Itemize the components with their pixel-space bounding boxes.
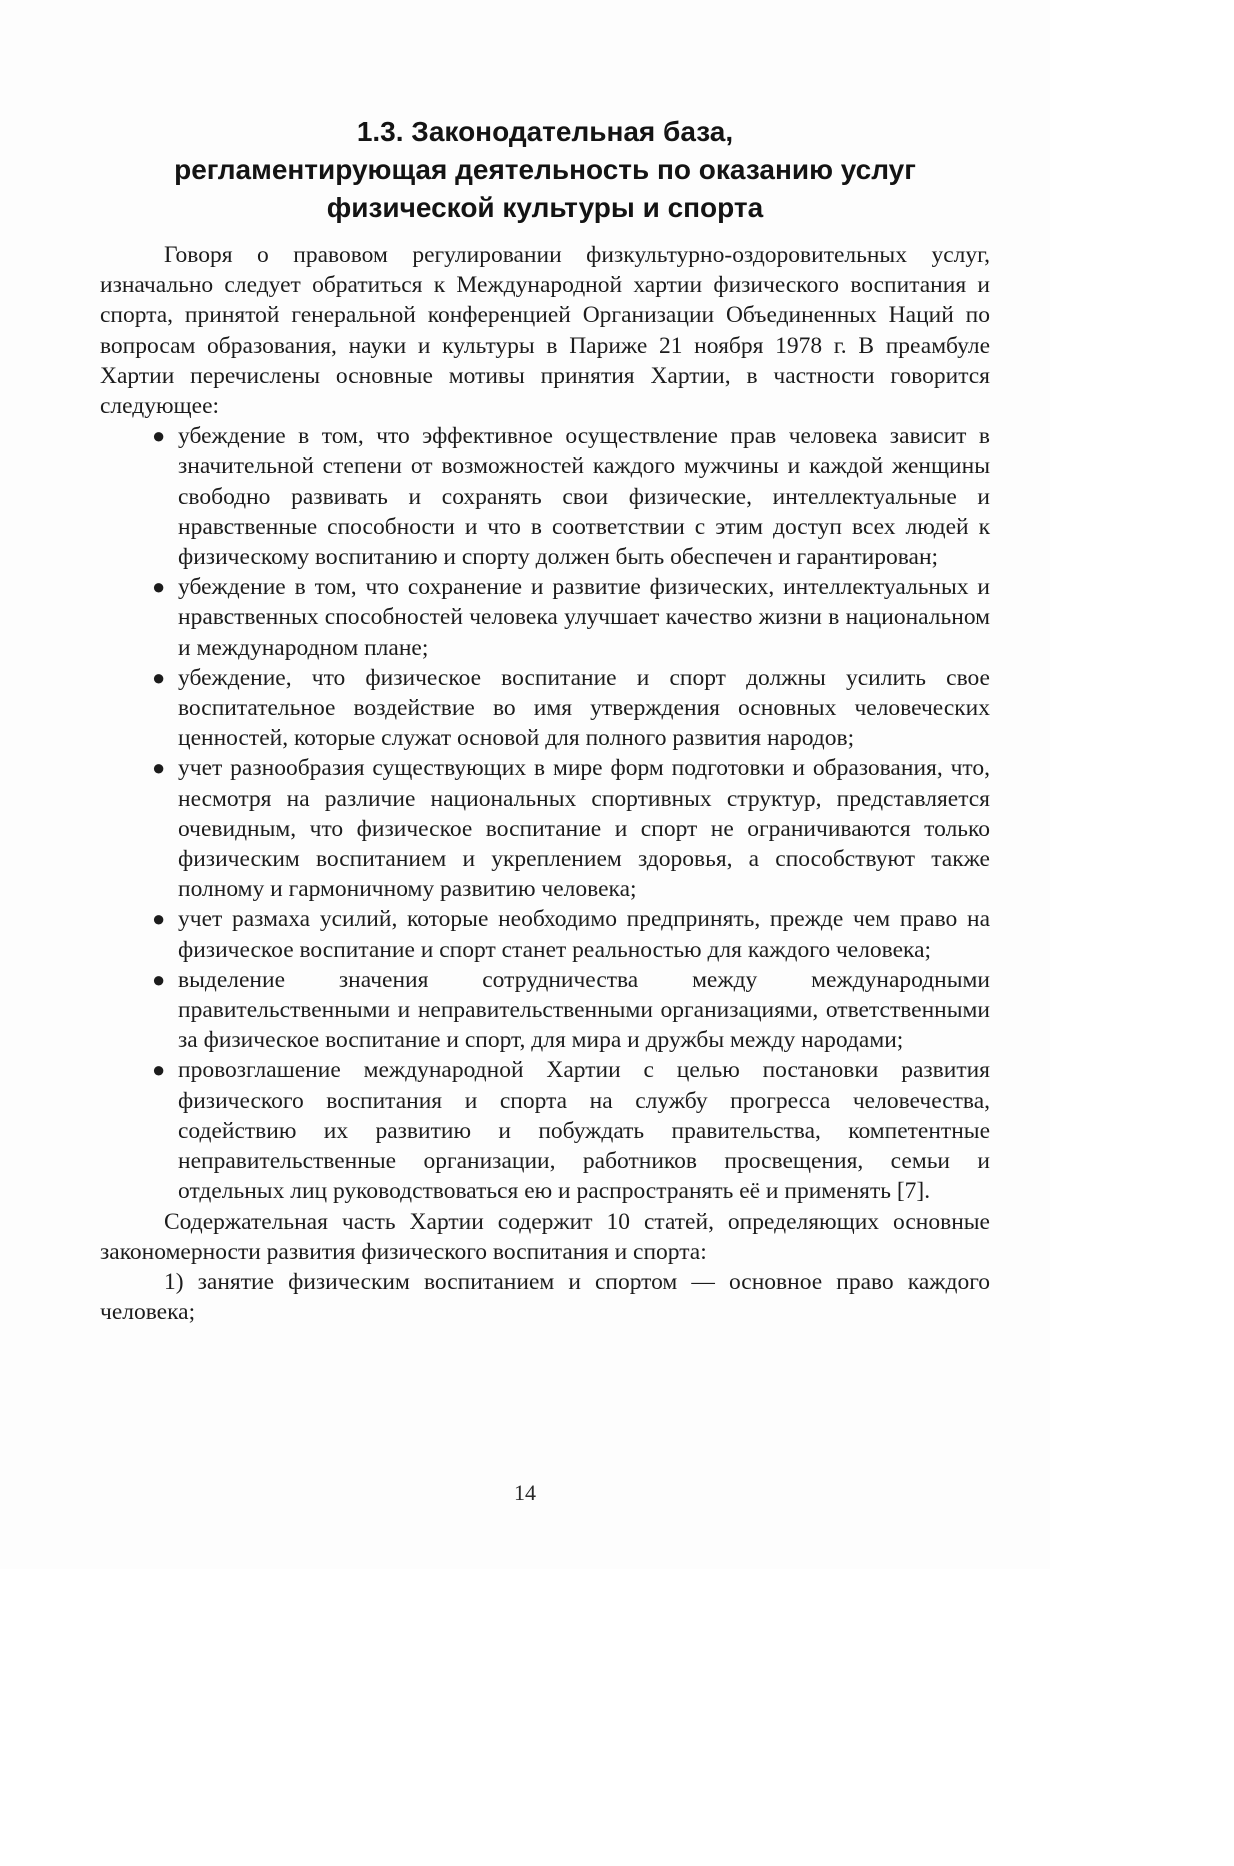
section-heading xyxy=(100,113,990,227)
list-item-text: убеждение в том, что эффективное осуществление прав человека зависит в значительной степени от возможностей каждого мужчины и каждой женщины свободно развивать и сохранять свои физические, интеллектуальные и нравственные способности и что в соответствии с этим доступ всех людей к физическому воспитанию и спорту должен быть обеспечен и гарантирован; xyxy=(178,423,990,571)
list-item-text: убеждение, что физическое воспитание и спорт должны усилить свое воспитательное воздействие во имя утверждения основных человеческих ценностей, которые служат основой для полного развития народов; xyxy=(178,664,990,752)
intro-paragraph: Говоря о правовом регулировании физкультурно-оздоровительных услуг, изначально следует обратиться к Международной хартии физического воспитания и спорта, принятой генеральной конференцией Организации Объединенных Наций по вопросам образования, науки и культуры в Париже 21 ноября 1978 г. В преамбуле Хартии перечислены основные мотивы принятия Хартии, в частности говорится следующее: xyxy=(100,242,990,420)
list-item xyxy=(100,1055,990,1206)
preamble-bullet-list xyxy=(100,421,990,1206)
heading-line-1: 1.3. Законодательная база, xyxy=(356,116,734,147)
content-paragraph: Содержательная часть Хартии содержит 10 статей, определяющих основные закономерности развития физического воспитания и спорта: xyxy=(100,1208,990,1265)
bullet-icon: ● xyxy=(152,574,166,600)
bullet-icon: ● xyxy=(152,1057,166,1083)
bullet-icon: ● xyxy=(152,755,166,781)
list-item xyxy=(100,753,990,904)
heading-line-2: регламентирующая деятельность по оказанию услуг xyxy=(174,154,916,185)
bullet-icon: ● xyxy=(152,966,166,992)
bullet-icon: ● xyxy=(152,664,166,690)
list-item-text: провозглашение международной Хартии с целью постановки развития физического воспитания и спорта на службу прогресса человечества, содействию их развитию и побуждать правительства, компетентные неправительственные организации, работников просвещения, семьи и отдельных лиц руководствоваться ею и распространять её и применять [7]. xyxy=(178,1057,990,1205)
bullet-icon: ● xyxy=(152,423,166,449)
body-text xyxy=(100,240,990,1327)
list-item-text: убеждение в том, что сохранение и развитие физических, интеллектуальных и нравственных способностей человека улучшает качество жизни в национальном и международном плане; xyxy=(178,574,990,661)
heading-line-3: физической культуры и спорта xyxy=(326,192,764,223)
list-item xyxy=(100,572,990,663)
list-item xyxy=(100,421,990,572)
page-number: 14 xyxy=(514,1480,536,1505)
list-item xyxy=(100,965,990,1056)
list-item-text: учет размаха усилий, которые необходимо предпринять, прежде чем право на физическое воспитание и спорт станет реальностью для каждого человека; xyxy=(178,906,990,963)
numbered-item-1: 1) занятие физическим воспитанием и спортом — основное право каждого человека; xyxy=(100,1268,990,1326)
list-item-text: учет разнообразия существующих в мире форм подготовки и образования, что, несмотря на различие национальных спортивных структур, представляется очевидным, что физическое воспитание и спорт не ограничиваются только физическим воспитанием и укреплением здоровья, а способствуют также полному и гармоничному развитию человека; xyxy=(178,755,990,903)
list-item xyxy=(100,904,990,964)
list-item-text: выделение значения сотрудничества между международными правительственными и неправительственными организациями, ответственными за физическое воспитание и спорт, для мира и дружбы между народами; xyxy=(178,966,990,1054)
list-item xyxy=(100,663,990,754)
bullet-icon: ● xyxy=(152,906,166,932)
